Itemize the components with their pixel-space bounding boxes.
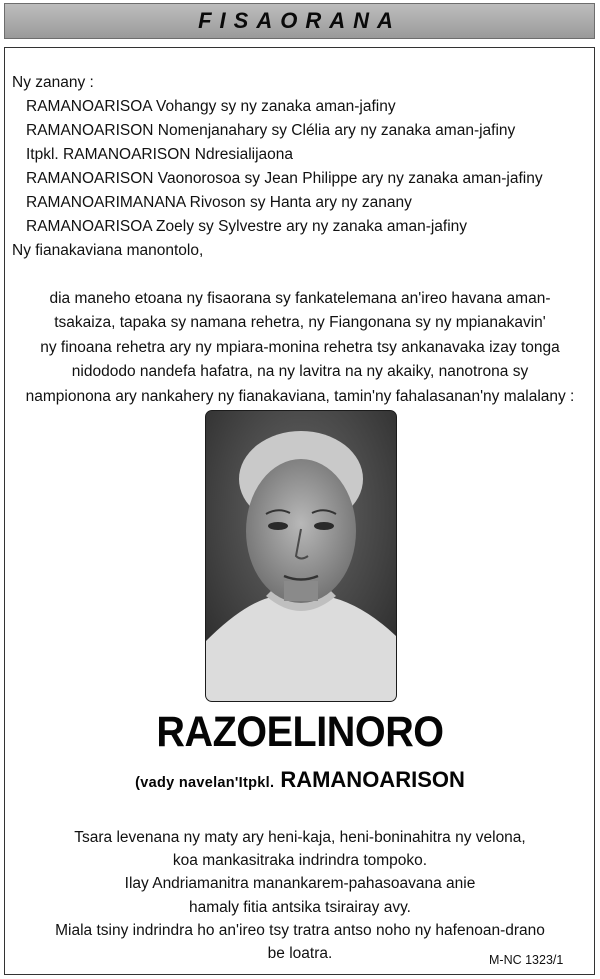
closing-line: hamaly fitia antsika tsirairay avy. bbox=[189, 898, 411, 916]
thanks-line: nidododo nandefa hafatra, na ny lavitra na ny akaiky, nanotrona sy bbox=[71, 363, 529, 381]
child-line: RAMANOARISON Nomenjanahary sy Clélia ary ny zanaka aman-jafiny bbox=[26, 122, 516, 139]
closing-line: koa mankasitraka indrindra tompoko. bbox=[172, 852, 428, 870]
closing-line: Tsara levenana ny maty ary heni-kaja, heni-boninahitra ny velona, bbox=[74, 829, 526, 846]
deceased-relation bbox=[0, 767, 600, 793]
deceased-name: RAZOELINORO bbox=[156, 708, 444, 756]
relation-name: RAMANOARISON bbox=[280, 767, 465, 792]
thanks-line: nampionona ary nankahery ny fianakaviana, tamin'ny fahalasanan'ny malalany : bbox=[25, 387, 575, 405]
child-line: RAMANOARISOA Vohangy sy ny zanaka aman-jafiny bbox=[26, 98, 396, 115]
family-line: Ny fianakaviana manontolo, bbox=[12, 242, 204, 259]
closing-line: Miala tsiny indrindra ho an'ireo tsy tratra antso noho ny hafenoan-drano bbox=[55, 921, 545, 939]
closing-line: be loatra. bbox=[267, 945, 333, 963]
header-title: FISAORANA bbox=[198, 8, 401, 33]
portrait-image bbox=[206, 411, 396, 701]
relation-prefix: (vady navelan'Itpkl. bbox=[135, 775, 275, 791]
intro-block bbox=[12, 71, 543, 263]
thanks-line: ny finoana rehetra ary ny mpiara-monina rehetra tsy ankanavaka izay tonga bbox=[40, 338, 560, 356]
child-line: Itpkl. RAMANOARISON Ndresialijaona bbox=[26, 146, 294, 163]
child-line: RAMANOARISOA Zoely sy Sylvestre ary ny zanaka aman-jafiny bbox=[26, 218, 468, 235]
intro-heading: Ny zanany : bbox=[12, 74, 94, 91]
reference-code: M-NC 1323/1 bbox=[489, 953, 564, 967]
closing-line: Ilay Andriamanitra manankarem-pahasoavana anie bbox=[124, 875, 476, 893]
child-line: RAMANOARIMANANA Rivoson sy Hanta ary ny zanany bbox=[26, 194, 412, 211]
header-banner bbox=[4, 3, 595, 39]
thanks-line: tsakaiza, tapaka sy namana rehetra, ny Fiangonana sy ny mpianakavin' bbox=[54, 314, 546, 332]
portrait-photo bbox=[205, 410, 397, 702]
thanks-line: dia maneho etoana ny fisaorana sy fankatelemana an'ireo havana aman- bbox=[49, 290, 551, 307]
closing-paragraph bbox=[10, 826, 590, 965]
child-line: RAMANOARISON Vaonorosoa sy Jean Philippe ary ny zanaka aman-jafiny bbox=[26, 170, 543, 187]
thanks-paragraph bbox=[10, 287, 590, 409]
